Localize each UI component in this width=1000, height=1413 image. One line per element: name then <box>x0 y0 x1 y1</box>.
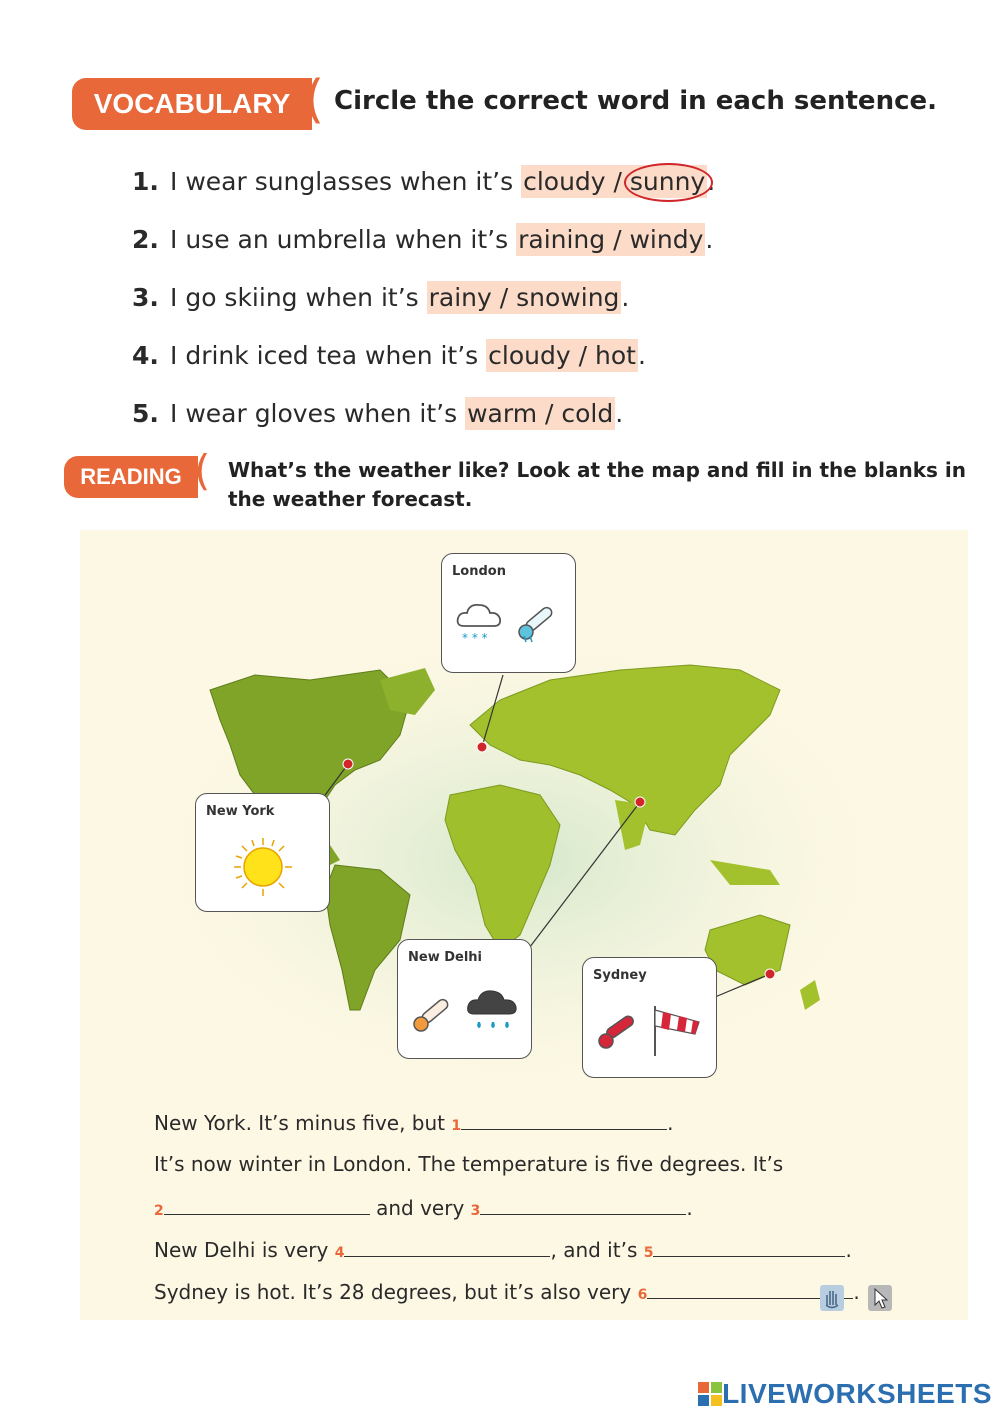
hot-thermometer-icon <box>593 1008 641 1056</box>
word-choices <box>516 223 705 256</box>
city-label: New Delhi <box>408 950 483 965</box>
blank-number: 2 <box>154 1203 164 1219</box>
option-1[interactable]: rainy <box>428 283 492 312</box>
sentence-text: I use an umbrella when it’s <box>170 225 517 254</box>
word-choices <box>486 339 638 372</box>
option-2[interactable]: windy <box>629 225 704 254</box>
period: . <box>686 1196 693 1220</box>
option-2[interactable]: cold <box>561 399 614 428</box>
vocabulary-tag: VOCABULARY <box>72 78 312 130</box>
separator: / <box>605 225 630 254</box>
forecast-text: Sydney is hot. It’s 28 degrees, but it’s also very <box>154 1280 638 1304</box>
forecast-line-5 <box>154 1278 860 1304</box>
option-2[interactable]: hot <box>594 341 636 370</box>
option-1[interactable]: raining <box>518 225 606 254</box>
item-number: 4. <box>132 341 159 370</box>
period: . <box>853 1280 860 1304</box>
forecast-line-2 <box>154 1152 783 1176</box>
sentence-text: I drink iced tea when it’s <box>170 341 487 370</box>
forecast-text: and very <box>369 1196 471 1220</box>
item-number: 2. <box>132 225 159 254</box>
separator: / <box>491 283 517 312</box>
vocabulary-item <box>132 162 715 220</box>
city-card-new-york <box>195 793 330 912</box>
blank-input-3[interactable] <box>480 1194 686 1215</box>
city-label: New York <box>206 804 275 819</box>
hand-tool-icon[interactable] <box>820 1285 844 1311</box>
forecast-text: , and it’s <box>550 1238 644 1262</box>
blank-number: 6 <box>637 1287 648 1303</box>
watermark: LIVEWORKSHEETS <box>722 1378 992 1409</box>
forecast-text: It’s now winter in London. The temperature is five degrees. It’s <box>154 1152 784 1176</box>
option-2-circled[interactable]: sunny <box>629 167 706 196</box>
cold-thermometer-icon <box>514 598 562 646</box>
word-choices <box>465 397 615 430</box>
separator: / <box>605 167 630 196</box>
period: . <box>615 399 624 428</box>
period: . <box>621 283 630 312</box>
tag-bracket-icon: ( <box>304 70 325 130</box>
liveworksheets-logo-icon <box>698 1382 722 1406</box>
period: . <box>705 225 714 254</box>
blank-input-4[interactable] <box>344 1236 550 1257</box>
sun-icon <box>232 836 294 898</box>
forecast-text: New York. It’s minus five, but <box>154 1111 452 1135</box>
option-1[interactable]: warm <box>467 399 538 428</box>
period: . <box>667 1111 674 1135</box>
option-2[interactable]: snowing <box>516 283 620 312</box>
separator: / <box>537 399 562 428</box>
vocabulary-item <box>132 336 715 394</box>
new-york-pin <box>343 759 353 769</box>
period: . <box>845 1238 852 1262</box>
city-label: Sydney <box>593 968 647 983</box>
blank-number: 4 <box>334 1245 345 1261</box>
new-delhi-pin <box>635 797 645 807</box>
word-choices <box>427 281 622 314</box>
blank-input-2[interactable] <box>164 1194 370 1215</box>
option-1[interactable]: cloudy <box>523 167 606 196</box>
vocabulary-item <box>132 278 715 336</box>
city-label: London <box>452 564 506 579</box>
snow-cloud-icon <box>454 596 506 648</box>
warm-thermometer-icon <box>408 990 456 1038</box>
city-card-london <box>441 553 576 673</box>
blank-input-5[interactable] <box>653 1236 845 1257</box>
vocabulary-item <box>132 394 715 452</box>
windsock-icon <box>649 1002 707 1058</box>
item-number: 5. <box>132 399 159 428</box>
svg-text:* * *: * * * <box>462 631 488 645</box>
period: . <box>707 167 716 196</box>
sentence-text: I wear gloves when it’s <box>170 399 466 428</box>
sydney-pin <box>765 969 775 979</box>
forecast-line-4 <box>154 1236 852 1262</box>
forecast-text: New Delhi is very <box>154 1238 335 1262</box>
city-card-new-delhi <box>397 939 532 1059</box>
vocabulary-instruction: Circle the correct word in each sentence. <box>334 86 938 116</box>
city-card-sydney <box>582 957 717 1078</box>
london-pin <box>477 742 487 752</box>
sentence-text: I wear sunglasses when it’s <box>170 167 522 196</box>
blank-number: 3 <box>470 1203 481 1219</box>
option-1[interactable]: cloudy <box>488 341 571 370</box>
reading-instruction: What’s the weather like? Look at the map and fill in the blanks in the weather forecast. <box>228 458 966 511</box>
sentence-text: I go skiing when it’s <box>170 283 427 312</box>
rain-cloud-icon <box>464 984 522 1036</box>
tag-bracket-icon: ( <box>194 446 211 495</box>
blank-number: 5 <box>643 1245 654 1261</box>
separator: / <box>570 341 595 370</box>
item-number: 1. <box>132 167 159 196</box>
blank-input-1[interactable] <box>461 1109 667 1130</box>
reading-tag: READING <box>64 456 198 498</box>
blank-number: 1 <box>451 1118 462 1134</box>
forecast-line-1 <box>154 1109 673 1135</box>
forecast-line-3 <box>154 1194 693 1220</box>
item-number: 3. <box>132 283 159 312</box>
word-choices <box>521 165 707 198</box>
vocabulary-item <box>132 220 715 278</box>
pointer-tool-icon[interactable] <box>868 1285 892 1311</box>
vocabulary-list <box>132 162 715 452</box>
period: . <box>637 341 646 370</box>
